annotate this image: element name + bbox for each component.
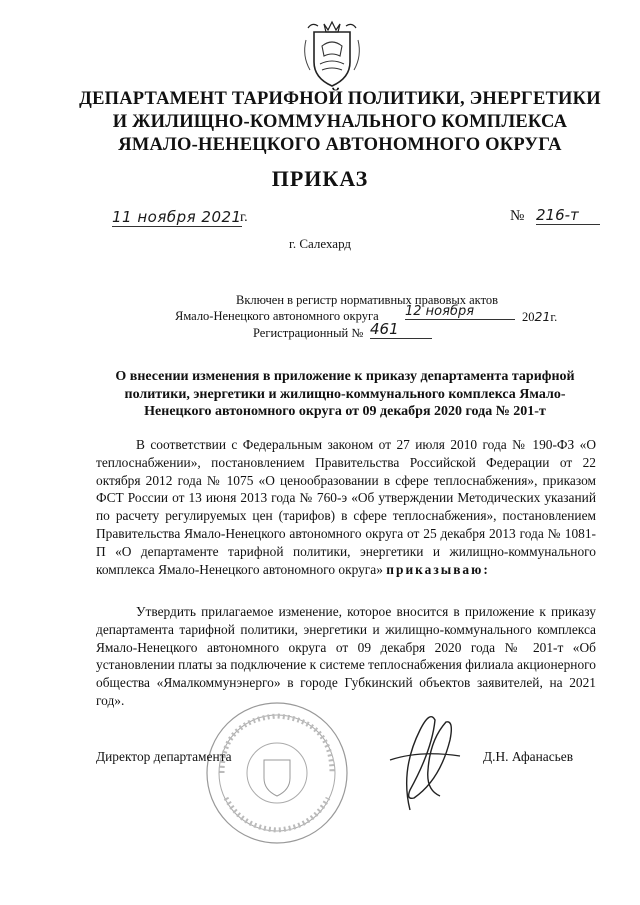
body-paragraph-1: [96, 436, 596, 578]
round-seal-stamp-icon: [202, 698, 352, 848]
department-line-1: ДЕПАРТАМЕНТ ТАРИФНОЙ ПОЛИТИКИ, ЭНЕРГЕТИКИ: [79, 89, 601, 109]
body-paragraph-2-text: Утвердить прилагаемое изменение, которое вносится в приложение к приказу департамента тарифной политики, энергетики и жилищно-коммунального комплекса Ямало-Ненецкого автономного округа от 09 декабря 2020 года № 201-т «Об установлении платы за подключение к системе теплоснабжения филиала акционерного общества «Ямалкоммунэнерго» в городе Губкинский объектов заявителей, на 2021 год».: [96, 604, 596, 708]
registry-number-handwritten: 461: [370, 320, 432, 339]
city: г. Салехард: [288, 236, 352, 251]
body-paragraph-2: [96, 603, 596, 710]
order-date-handwritten: 11 ноября 20: [112, 208, 222, 226]
body-paragraph-1-text: [96, 436, 596, 578]
handwritten-signature-icon: [380, 700, 470, 820]
registry-year-suffix: г.: [550, 310, 558, 324]
order-date-year-handwritten: 21: [221, 208, 242, 226]
department-line-2: И ЖИЛИЩНО-КОММУНАЛЬНОГО КОМПЛЕКСА: [112, 112, 568, 132]
registry-year-prefix: 20: [522, 310, 535, 324]
registry-year: [522, 308, 557, 326]
department-line-3: ЯМАЛО-НЕНЕЦКОГО АВТОНОМНОГО ОКРУГА: [118, 135, 562, 155]
department-name: [60, 88, 620, 157]
order-word: приказываю:: [386, 561, 490, 577]
registry-line-1: Включен в регистр нормативных правовых актов: [236, 293, 499, 307]
registry-line-2: Ямало-Ненецкого автономного округа: [175, 309, 379, 323]
registry-line-3: Регистрационный №: [253, 326, 364, 340]
order-date-suffix: г.: [240, 210, 248, 225]
order-subject: О внесении изменения в приложение к приказу департамента тарифной политики, энергетики и жилищно-коммунального комплекса Ямало-Ненецкого автономного округа от 09 декабря 2020 года № 201-т: [115, 369, 575, 419]
signatory-role: Директор департамента: [96, 749, 232, 764]
order-date: [112, 208, 242, 227]
order-number: 216-т: [536, 206, 600, 225]
order-number-label: №: [510, 208, 525, 224]
coat-of-arms-icon: [300, 20, 364, 90]
registry-year-handwritten: 21: [534, 309, 551, 324]
signatory-name: Д.Н. Афанасьев: [483, 749, 574, 764]
registry-date-handwritten: 12 ноября: [405, 304, 515, 320]
document-title: ПРИКАЗ: [271, 166, 369, 191]
body-paragraph-1-content: В соответствии с Федеральным законом от 27 июля 2010 года № 190-ФЗ «О теплоснабжении», постановлением Правительства Российской Федерации от 22 октября 2012 года № 1075 «О ценообразовании в сфере теплоснабжения», приказом ФСТ России от 13 июня 2013 года № 760-э «Об утверждении Методических указаний по расчету регулируемых цен (тарифов) в сфере теплоснабжения», постановлением Правительства Ямало-Ненецкого автономного округа от 25 декабря 2013 года № 1081-П «О департаменте тарифной политики, энергетики и жилищно-коммунального комплекса Ямало-Ненецкого автономного округа»: [96, 437, 596, 577]
